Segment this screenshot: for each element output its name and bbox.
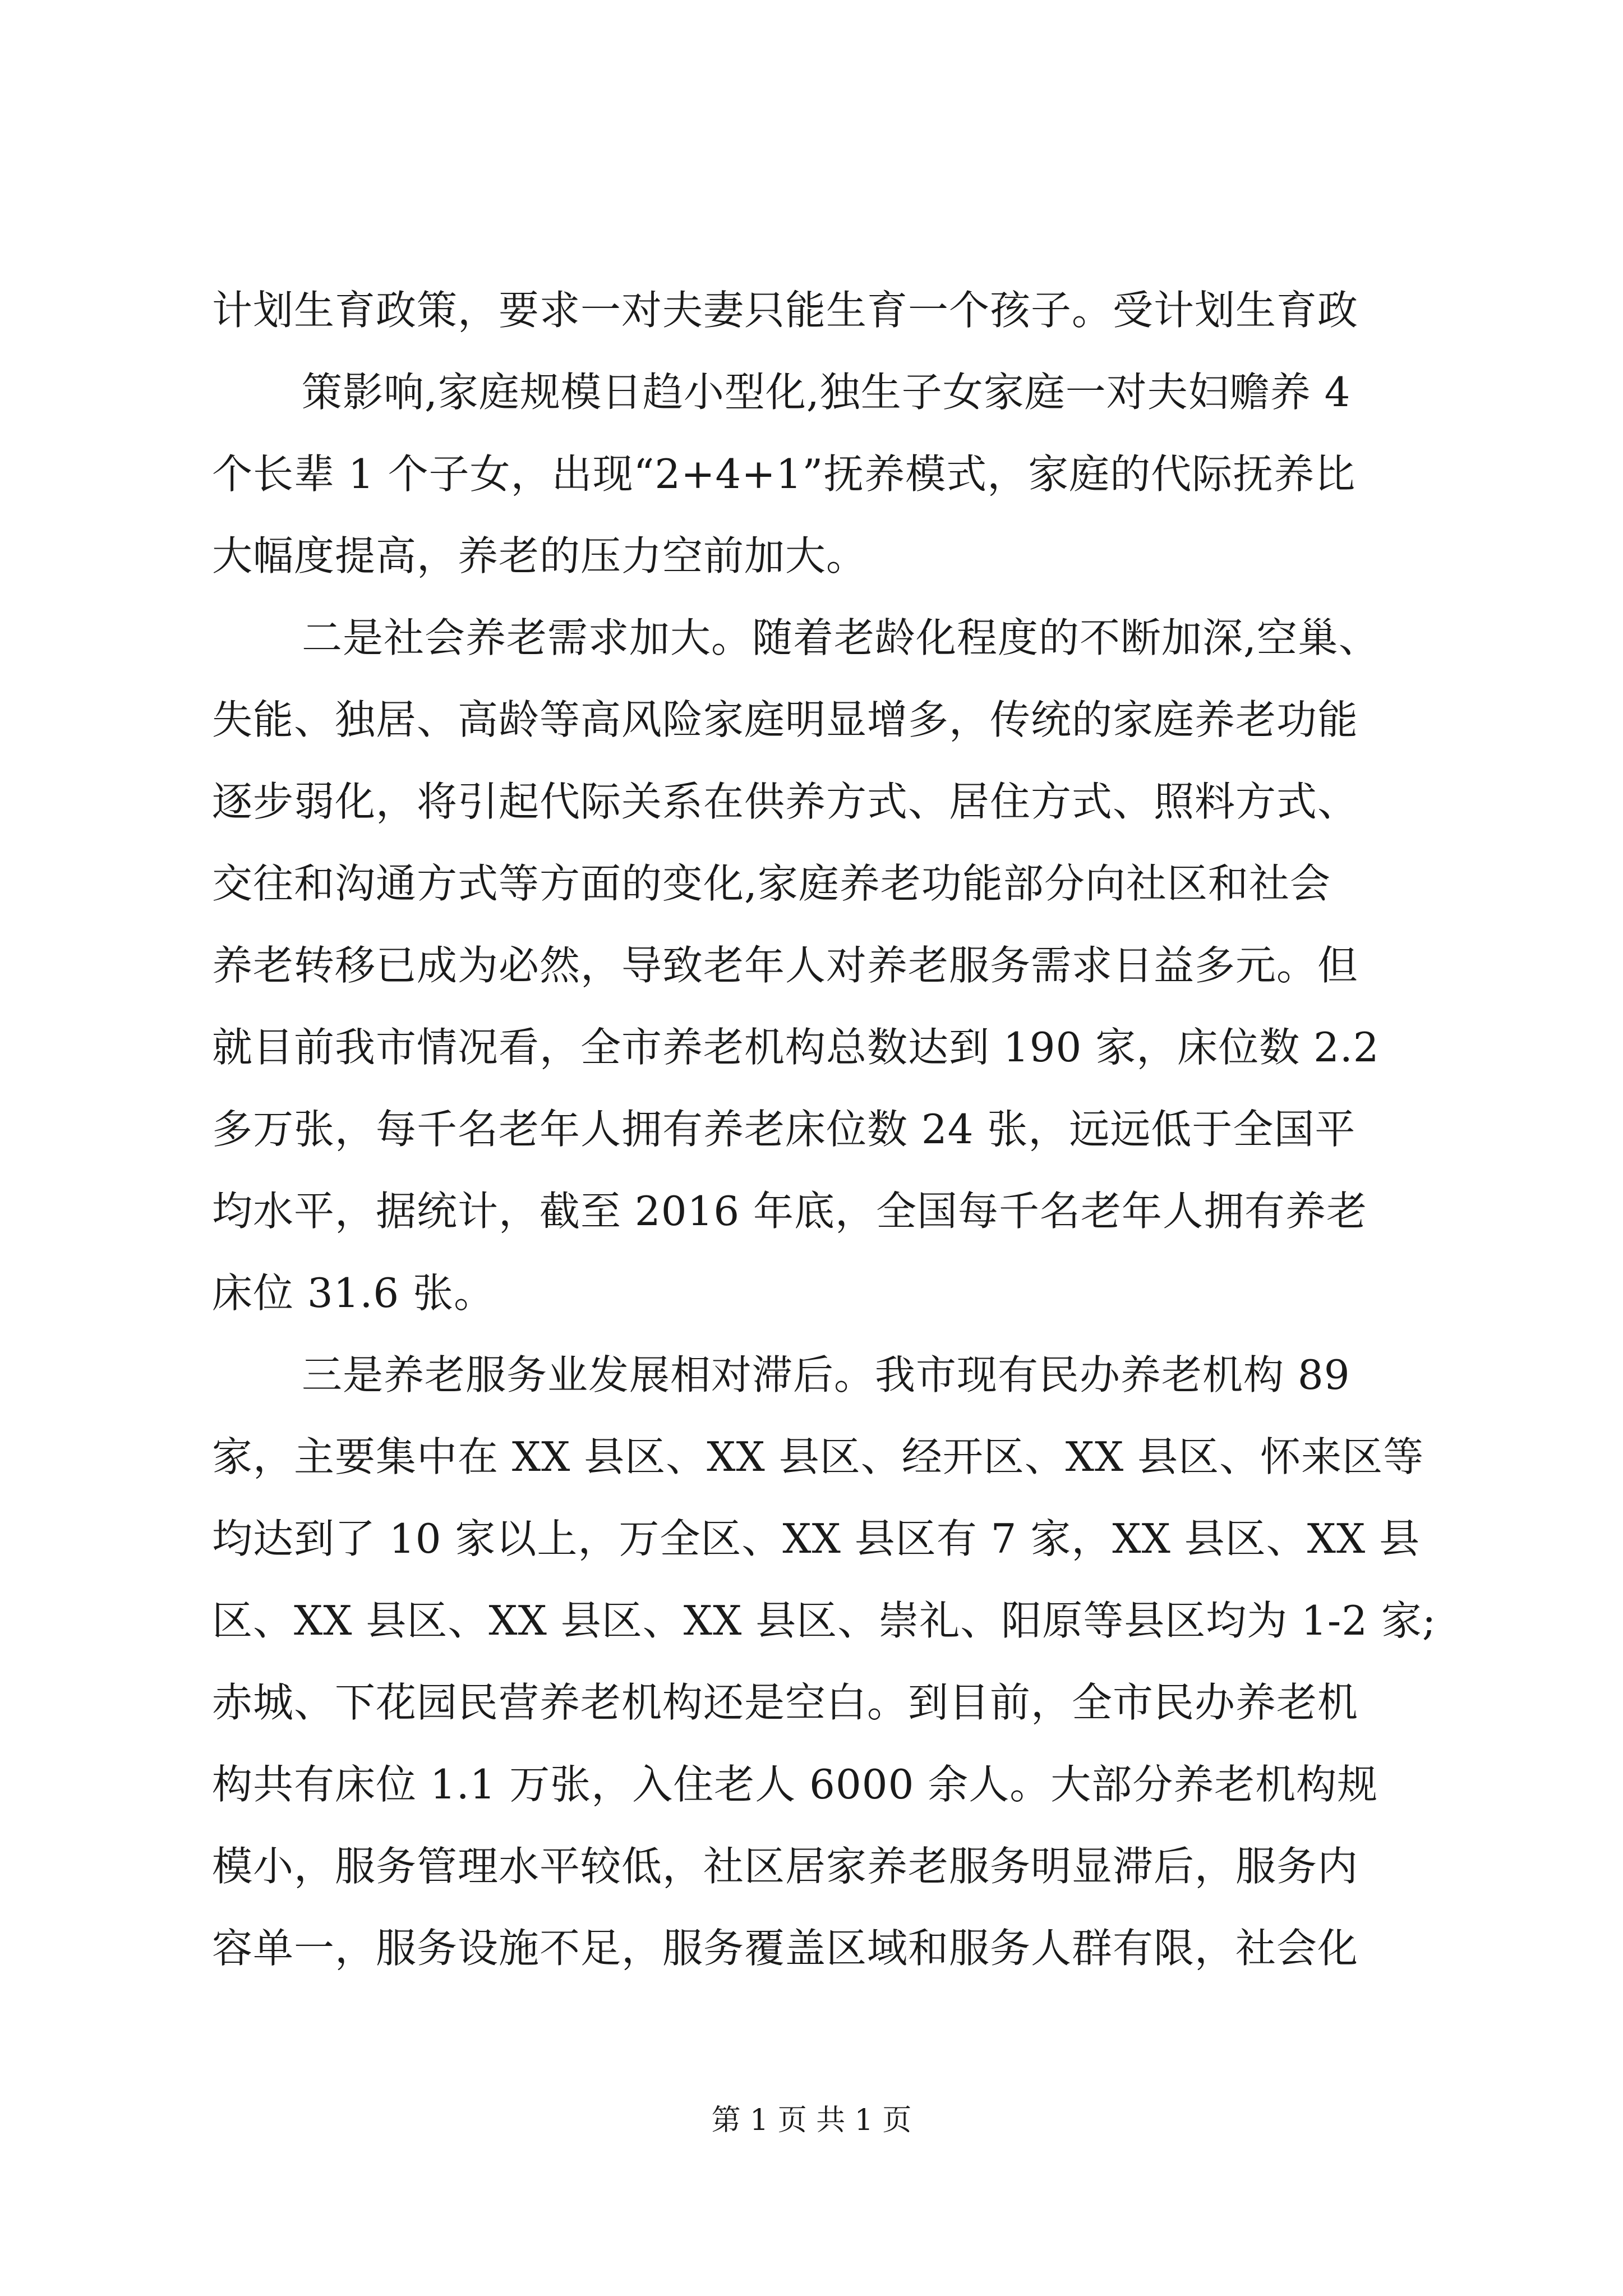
text-line: 构共有床位 1.1 万张，入住老人 6000 余人。大部分养老机构规 xyxy=(212,1761,1378,1808)
text-line: 养老转移已成为必然，导致老年人对养老服务需求日益多元。但 xyxy=(212,942,1359,989)
text-line: 大幅度提高，养老的压力空前加大。 xyxy=(212,532,868,579)
text-line: 床位 31.6 张。 xyxy=(212,1269,495,1317)
text-line: 策影响,家庭规模日趋小型化,独生子女家庭一对夫妇赡养 4 xyxy=(302,369,1351,416)
text-line: 区、XX 县区、XX 县区、XX 县区、崇礼、阳原等县区均为 1-2 家; xyxy=(212,1597,1437,1644)
text-line: 逐步弱化，将引起代际关系在供养方式、居住方式、照料方式、 xyxy=(212,778,1359,825)
text-line: 三是养老服务业发展相对滞后。我市现有民办养老机构 89 xyxy=(302,1351,1350,1398)
text-line: 容单一，服务设施不足，服务覆盖区域和服务人群有限，社会化 xyxy=(212,1925,1359,1972)
text-line: 个长辈 1 个子女，出现“2+4+1”抚养模式，家庭的代际抚养比 xyxy=(212,450,1356,498)
text-line: 交往和沟通方式等方面的变化,家庭养老功能部分向社区和社会 xyxy=(212,860,1331,907)
text-line: 失能、独居、高龄等高风险家庭明显增多，传统的家庭养老功能 xyxy=(212,696,1359,743)
page-footer: 第 1 页 共 1 页 xyxy=(711,2104,912,2137)
document-body xyxy=(212,269,1437,1989)
text-line: 模小，服务管理水平较低，社区居家养老服务明显滞后，服务内 xyxy=(212,1843,1359,1890)
text-line: 多万张，每千名老年人拥有养老床位数 24 张，远远低于全国平 xyxy=(212,1106,1356,1153)
text-line: 家，主要集中在 XX 县区、XX 县区、经开区、XX 县区、怀来区等 xyxy=(212,1433,1424,1480)
text-line: 赤城、下花园民营养老机构还是空白。到目前，全市民办养老机 xyxy=(212,1679,1359,1726)
text-line: 计划生育政策，要求一对夫妻只能生育一个孩子。受计划生育政 xyxy=(212,287,1359,334)
text-line: 均水平，据统计，截至 2016 年底，全国每千名老年人拥有养老 xyxy=(212,1188,1368,1235)
text-line: 二是社会养老需求加大。随着老龄化程度的不断加深,空巢、 xyxy=(302,614,1380,661)
text-line: 均达到了 10 家以上，万全区、XX 县区有 7 家，XX 县区、XX 县 xyxy=(212,1515,1421,1562)
text-line: 就目前我市情况看，全市养老机构总数达到 190 家，床位数 2.2 xyxy=(212,1024,1380,1071)
